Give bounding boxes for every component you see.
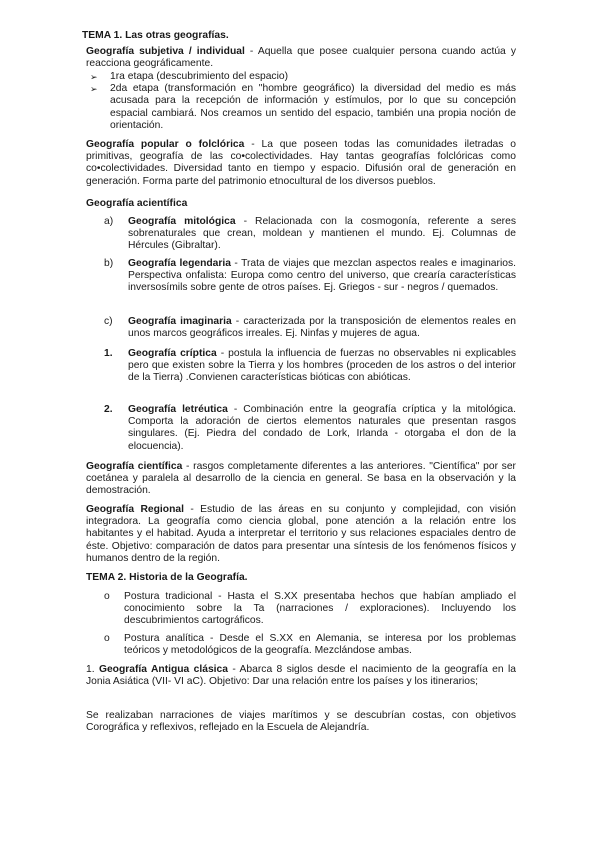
subjetiva-bullet-list xyxy=(86,71,516,132)
list-item xyxy=(128,348,516,385)
criptica-text: - postula la influencia de fuerzas no observables ni explicables pero que existen sobre la Tierra y los hombres (proceden de los astros o del interior de la Tierra) .Convienen características bióticas con abióticas. xyxy=(128,348,516,384)
list-item xyxy=(128,316,516,340)
mitologica-text: - Relacionada con la cosmogonía, referente a seres sobrenaturales que crean, moldean y mantienen el mundo. Ej. Columnas de Hércules (Gibraltar). xyxy=(128,216,516,252)
item-marker: 1. xyxy=(104,348,113,359)
tema2-bullet-1 xyxy=(104,591,516,628)
acientifica-heading: Geografía acientífica xyxy=(86,198,188,209)
legendaria-term: Geografía legendaria xyxy=(128,258,231,269)
acientifica-item-2 xyxy=(104,404,516,453)
tema1-title: TEMA 1. Las otras geografías. xyxy=(82,30,229,41)
imaginaria-text: - caracterizada por la transposición de elementos reales en unos marcos geográficos irreales. Ej. Ninfas y mujeres de agua. xyxy=(128,316,516,340)
item-marker: 2. xyxy=(104,404,113,415)
regional-paragraph xyxy=(86,504,516,565)
popular-text: - La que poseen todas las comunidades iletradas o primitivas, geografía de las co•colectividades. Hay tantas geografías folclóricas como co•colectividades. Diversidad tanto en tiempo y espacio. Difusión oral de generación en generación. Forma parte del patrimonio etnocultural de los diversos pueblos. xyxy=(86,139,516,187)
regional-text: - Estudio de las áreas en su conjunto y complejidad, con visión integradora. La geografía como ciencia global, pone atención a la relación entre los habitantes y el habitad. Ayuda a interpretar el territorio y sus relaciones espaciales dentro de éste. Objetivo: comparación de datos para presentar una síntesis de los fenómenos físicos y humanos dentro de la región. xyxy=(86,504,516,564)
list-item xyxy=(86,71,516,83)
acientifica-item-1 xyxy=(104,348,516,385)
criptica-term: Geografía críptica xyxy=(128,348,217,359)
arrow-bullet-icon: ➢ xyxy=(90,84,98,95)
mitologica-term: Geografía mitológica xyxy=(128,216,236,227)
antigua-prefix: 1. xyxy=(86,664,99,675)
legendaria-text: - Trata de viajes que mezclan aspectos reales e imaginarios. Perspectiva onfalista: Europa como centro del universo, que crearía características inversosímils sobre gente de otros países. Ej. Griegos - sur - negros / quemados. xyxy=(128,258,516,294)
acientifica-item-a xyxy=(104,216,516,253)
item-marker: a) xyxy=(104,216,114,227)
list-item xyxy=(128,404,516,453)
popular-paragraph xyxy=(86,139,516,188)
subjetiva-bullet-1: 1ra etapa (descubrimiento del espacio) xyxy=(110,71,289,82)
tema2-title: TEMA 2. Historia de la Geografía. xyxy=(86,572,248,583)
item-marker: b) xyxy=(104,258,114,269)
acientifica-item-b xyxy=(104,258,516,295)
list-item xyxy=(128,258,516,295)
item-marker: c) xyxy=(104,316,113,327)
cientifica-text: - rasgos completamente diferentes a las anteriores. "Científica" por ser coetánea y paralela al desarrollo de la ciencia en general. Se basa en la observación y la demostración. xyxy=(86,461,516,497)
list-item: Postura analítica - Desde el S.XX en Alemania, se interesa por los problemas teóricos y metodológicos de la geografía. Mezclándose ambas. xyxy=(124,633,516,657)
antigua-term: Geografía Antigua clásica xyxy=(98,664,228,675)
arrow-bullet-icon: ➢ xyxy=(90,72,98,82)
circle-bullet-icon: o xyxy=(104,633,110,644)
cientifica-paragraph xyxy=(86,461,516,498)
letreutica-text: - Combinación entre la geografía críptica y la mitológica. Comporta la adoración de ciertos elementos naturales que presentan rasgos singulares. (Ej. Piedra del condado de Lork, Irlanda - otorgaba el don de la elocuencia). xyxy=(128,404,516,452)
subjetiva-paragraph xyxy=(86,46,516,70)
list-item xyxy=(128,216,516,253)
list-item: Postura tradicional - Hasta el S.XX presentaba hechos que habían ampliado el conocimiento sobre la Ta (narraciones / exploraciones). Incluyendo los descubrimientos cartográficos. xyxy=(124,591,516,627)
popular-term: Geografía popular o folclórica xyxy=(86,139,245,150)
tema2-bullet-2 xyxy=(104,633,516,657)
closing-paragraph: Se realizaban narraciones de viajes marítimos y se descubrían costas, con objetivos Corográfica y reflexivos, reflejado en la Escuela de Alejandría. xyxy=(86,710,516,734)
circle-bullet-icon: o xyxy=(104,591,110,602)
regional-term: Geografía Regional xyxy=(86,504,184,515)
letreutica-term: Geografía letréutica xyxy=(128,404,228,415)
subjetiva-bullet-2: 2da etapa (transformación en "hombre geográfico) la diversidad del medio es más acusada para la recepción de información y estímulos, por lo que su concepción espacial cambiará. Nos creamos un sentido del espacio, también una propia noción de orientación. xyxy=(110,83,516,131)
cientifica-term: Geografía científica xyxy=(86,461,183,472)
antigua-text: - Abarca 8 siglos desde el nacimiento de la geografía en la Jonia Asiática (VII- VI aC). Objetivo: Dar una relación entre los países y los itinerarios; xyxy=(86,664,516,688)
antigua-paragraph xyxy=(86,664,516,688)
acientifica-item-c xyxy=(104,316,516,340)
list-item xyxy=(86,83,516,132)
imaginaria-term: Geografía imaginaria xyxy=(128,316,232,327)
subjetiva-text: - Aquella que posee cualquier persona cuando actúa y reacciona geográficamente. xyxy=(86,46,516,70)
subjetiva-term: Geografía subjetiva / individual xyxy=(86,46,245,57)
